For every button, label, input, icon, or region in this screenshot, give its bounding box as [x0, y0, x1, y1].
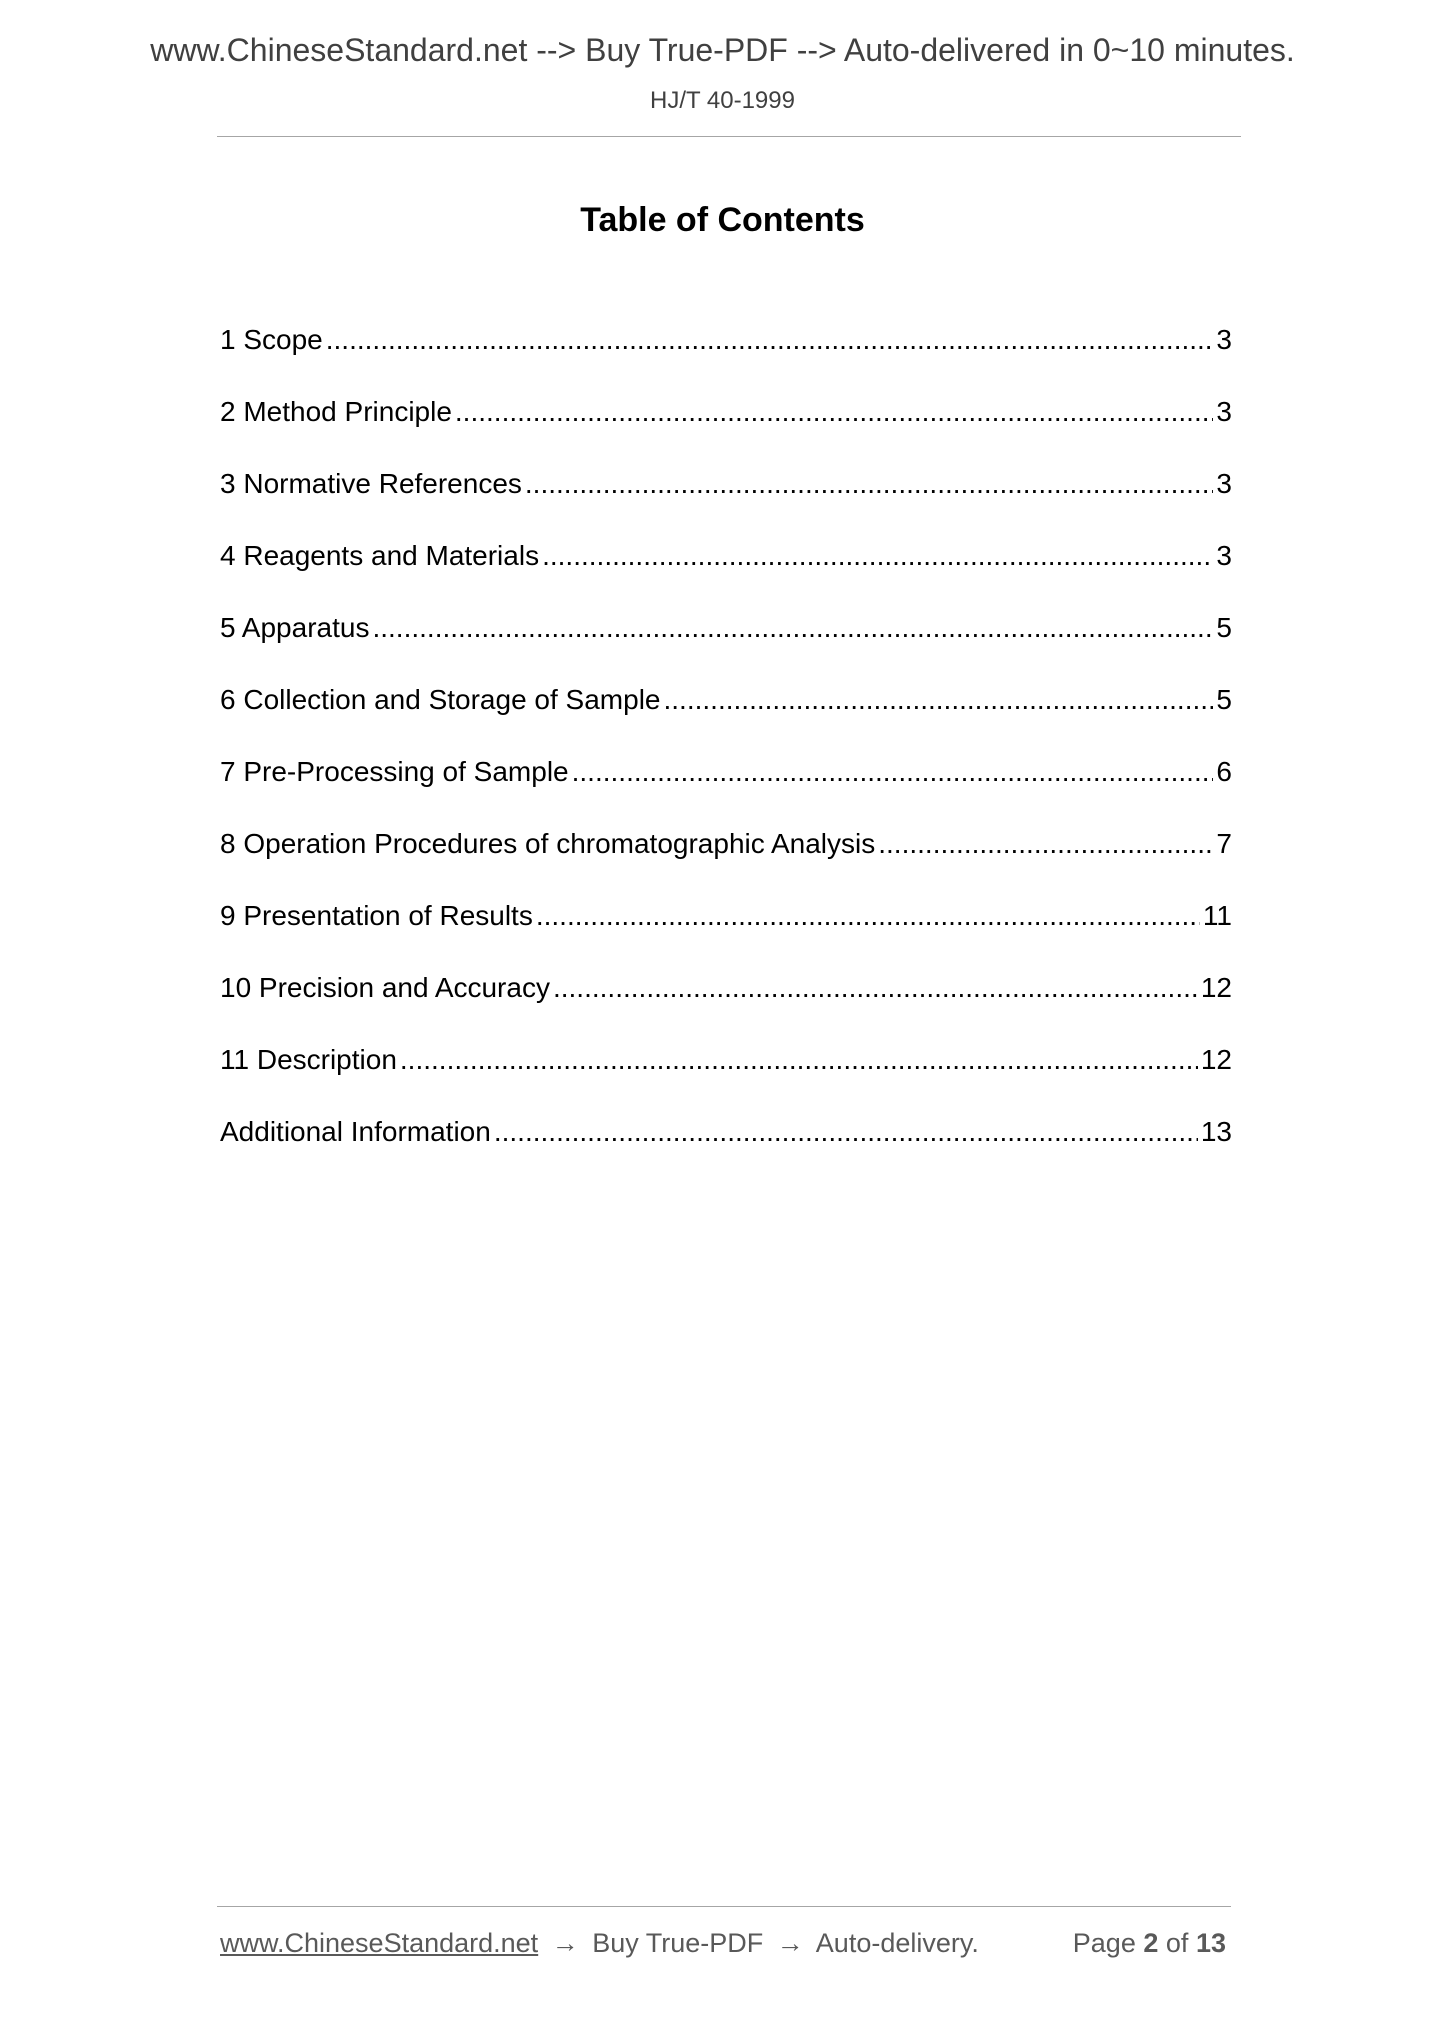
- toc-entry-page: 11: [1202, 900, 1232, 931]
- toc-entry-label: 8 Operation Procedures of chromatographic Analysis: [220, 828, 876, 859]
- toc-dot-leader: [372, 610, 1213, 646]
- toc-dot-leader: [878, 826, 1213, 862]
- toc-list: [220, 322, 1232, 1186]
- toc-entry[interactable]: [220, 682, 1232, 754]
- toc-dot-leader: [400, 1042, 1198, 1078]
- site-banner: www.ChineseStandard.net --> Buy True-PDF --> Auto-delivered in 0~10 minutes.: [150, 32, 1295, 68]
- toc-dot-leader: [326, 322, 1214, 358]
- toc-entry-page: 6: [1216, 756, 1232, 787]
- toc-entry[interactable]: [220, 322, 1232, 394]
- page-footer: [220, 1924, 1232, 1964]
- toc-entry-page: 3: [1216, 468, 1232, 499]
- toc-entry[interactable]: [220, 394, 1232, 466]
- toc-dot-leader: [494, 1114, 1198, 1150]
- toc-entry-label: 7 Pre-Processing of Sample: [220, 756, 569, 787]
- of-word: of: [1165, 1928, 1189, 1958]
- toc-entry-page: 13: [1200, 1116, 1232, 1147]
- toc-entry-label: 11 Description: [220, 1044, 397, 1075]
- header-divider: [217, 136, 1241, 137]
- toc-entry[interactable]: [220, 1114, 1232, 1186]
- toc-title: Table of Contents: [580, 201, 865, 239]
- toc-entry[interactable]: [220, 466, 1232, 538]
- toc-dot-leader: [536, 898, 1200, 934]
- right-arrow-icon: →: [551, 1928, 579, 1958]
- toc-entry-label: 5 Apparatus: [220, 612, 370, 643]
- toc-dot-leader: [525, 466, 1214, 502]
- toc-entry-label: Additional Information: [220, 1116, 491, 1147]
- toc-entry-label: 2 Method Principle: [220, 396, 452, 427]
- toc-entry-label: 6 Collection and Storage of Sample: [220, 684, 661, 715]
- right-arrow-icon: →: [776, 1928, 804, 1958]
- toc-entry-page: 12: [1200, 1044, 1232, 1075]
- toc-dot-leader: [542, 538, 1213, 574]
- toc-entry[interactable]: [220, 1042, 1232, 1114]
- toc-dot-leader: [572, 754, 1214, 790]
- toc-entry-page: 3: [1216, 396, 1232, 427]
- footer-site-link[interactable]: www.ChineseStandard.net: [220, 1928, 539, 1958]
- toc-entry-label: 1 Scope: [220, 324, 323, 355]
- toc-entry[interactable]: [220, 826, 1232, 898]
- toc-entry-label: 10 Precision and Accuracy: [220, 972, 550, 1003]
- toc-entry-label: 9 Presentation of Results: [220, 900, 533, 931]
- footer-divider: [217, 1906, 1231, 1907]
- toc-dot-leader: [455, 394, 1214, 430]
- toc-entry[interactable]: [220, 754, 1232, 826]
- toc-entry-page: 3: [1216, 540, 1232, 571]
- toc-entry[interactable]: [220, 970, 1232, 1042]
- toc-entry-page: 3: [1216, 324, 1232, 355]
- toc-entry-page: 5: [1216, 612, 1232, 643]
- toc-entry-page: 12: [1200, 972, 1232, 1003]
- footer-delivery-text: Auto-delivery.: [815, 1928, 979, 1958]
- toc-entry-page: 5: [1216, 684, 1232, 715]
- page-number-indicator: [1073, 1924, 1226, 1962]
- toc-entry-label: 4 Reagents and Materials: [220, 540, 540, 571]
- footer-buy-text: Buy True-PDF: [592, 1928, 764, 1958]
- toc-entry[interactable]: [220, 610, 1232, 682]
- toc-entry-page: 7: [1216, 828, 1232, 859]
- toc-entry[interactable]: [220, 898, 1232, 970]
- toc-entry[interactable]: [220, 538, 1232, 610]
- toc-entry-label: 3 Normative References: [220, 468, 522, 499]
- document-code: HJ/T 40-1999: [650, 87, 795, 114]
- footer-purchase-line: [220, 1924, 979, 1962]
- toc-dot-leader: [664, 682, 1214, 718]
- page-word: Page: [1072, 1928, 1136, 1958]
- current-page-number: 2: [1143, 1928, 1159, 1958]
- total-page-count: 13: [1195, 1928, 1226, 1958]
- toc-dot-leader: [553, 970, 1198, 1006]
